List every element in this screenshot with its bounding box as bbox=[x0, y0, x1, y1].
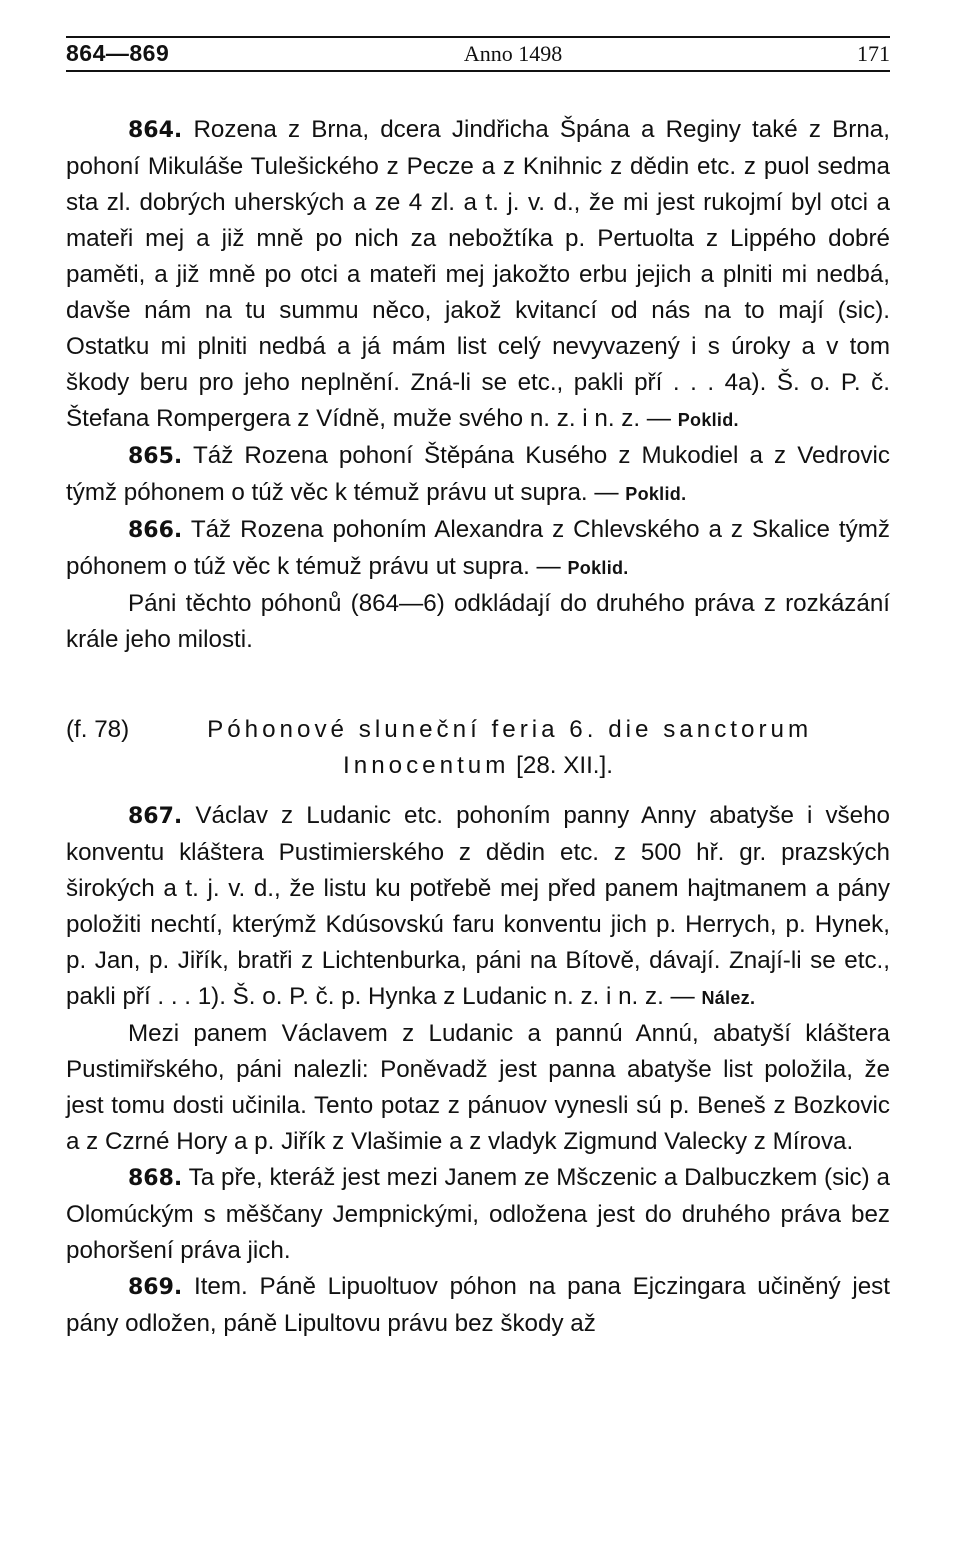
entry-text: Rozena z Brna, dcera Jindřicha Špána a Reginy také z Brna, pohoní Mikuláše Tulešického z Pecze a z Knihnic z dědin etc. z puol sedma sta zl. dobrých uherských a ze 4 zl. a t. j. v. d., že mi jest rukojmí byl otci a mateři mej a již mně po nich za nebožtíka p. Pertuolta z Lippého dobré paměti, a již mně po otci a mateři mej jakožto erbu jejich a plniti mi nedbá, davše nám na tu summu něco, jakož kvitancí od nás na to mají (sic). Ostatku mi plniti nedbá a já mám list celý nevyvazený i s úroky a v tom škody beru pro jeho neplnění. Zná-li se etc., pakli pří . . . 4a). Š. o. P. č. Štefana Rompergera z Vídně, muže svého n. z. i n. z. — bbox=[66, 116, 890, 432]
entry-number: 866. bbox=[128, 518, 183, 543]
entry-text: Václav z Ludanic etc. pohoním panny Anny abatyše i všeho konventu kláštera Pustimierského z dědin etc. z 500 hř. gr. prazských širokých a t. j. v. d., že listu ku potřebě mej před panem hajtmanem a pány položiti nechtí, kterýmž Kdúsovskú faru konventu jich p. Herrych, p. Hynek, p. Jan, p. Jiřík, bratři z Lichtenburka, páni na Bítově, dávají. Znají-li se etc., pakli pří . . . 1). Š. o. P. č. p. Hynka z Ludanic n. z. i n. z. — bbox=[66, 802, 890, 1010]
document-body bbox=[66, 112, 890, 1342]
entry-number: 864. bbox=[128, 118, 183, 143]
page bbox=[66, 36, 890, 1342]
entry-result: Poklid. bbox=[625, 484, 687, 504]
section-date: [28. XII.]. bbox=[516, 752, 613, 779]
entry-868 bbox=[66, 1160, 890, 1269]
section-heading bbox=[66, 712, 890, 784]
entry-865 bbox=[66, 438, 890, 512]
page-number: 171 bbox=[856, 41, 890, 66]
entry-number: 868. bbox=[128, 1166, 183, 1191]
header-year: Anno 1498 bbox=[463, 41, 563, 66]
section-title: Póhonové sluneční feria 6. die sanctorum Innocentum bbox=[207, 716, 813, 779]
note-paragraph: Páni těchto póhonů (864—6) odkládají do druhého práva z rozkázání krále jeho milosti. bbox=[66, 590, 890, 653]
entry-number: 867. bbox=[128, 804, 183, 829]
entry-text: Ta pře, kteráž jest mezi Janem ze Mšczenic a Dalbuczkem (sic) a Olomúckým s měščany Jempnickými, odložena jest do druhého práva bez pohoršení práva jich. bbox=[66, 1164, 890, 1264]
entry-869 bbox=[66, 1269, 890, 1342]
folio-reference: (f. 78) bbox=[66, 716, 130, 743]
running-header bbox=[66, 36, 890, 72]
entry-864 bbox=[66, 112, 890, 438]
entry-result: Poklid. bbox=[567, 558, 629, 578]
entry-866 bbox=[66, 512, 890, 586]
entry-867 bbox=[66, 798, 890, 1016]
verdict-paragraph: Mezi panem Václavem z Ludanic a pannú Annú, abatyší kláštera Pustimiřského, páni nalezli: Poněvadž jest panna abatyše list položila, že jest tomu dosti učinila. Tento potaz z pánuov vynesli sú p. Beneš z Bozkovic a z Czrné Hory a p. Jiřík z Vlašimie a z vladyk Zigmund Valecky z Mírova. bbox=[66, 1020, 890, 1155]
entry-text: Táž Rozena pohoní Štěpána Kusého z Mukodiel a z Vedrovic týmž póhonem o túž věc k témuž právu ut supra. — bbox=[66, 442, 890, 506]
entry-text: Táž Rozena pohoním Alexandra z Chlevského a z Skalice týmž póhonem o túž věc k témuž právu ut supra. — bbox=[66, 516, 890, 580]
entry-result: Nález. bbox=[701, 988, 756, 1008]
entry-text: Item. Páně Lipuoltuov póhon na pana Ejczingara učiněný jest pány odložen, páně Lipultovu právu bez škody až bbox=[66, 1273, 890, 1337]
entry-range: 864—869 bbox=[66, 40, 170, 66]
entry-result: Poklid. bbox=[677, 410, 739, 430]
entry-number: 869. bbox=[128, 1275, 183, 1300]
entry-number: 865. bbox=[128, 444, 183, 469]
